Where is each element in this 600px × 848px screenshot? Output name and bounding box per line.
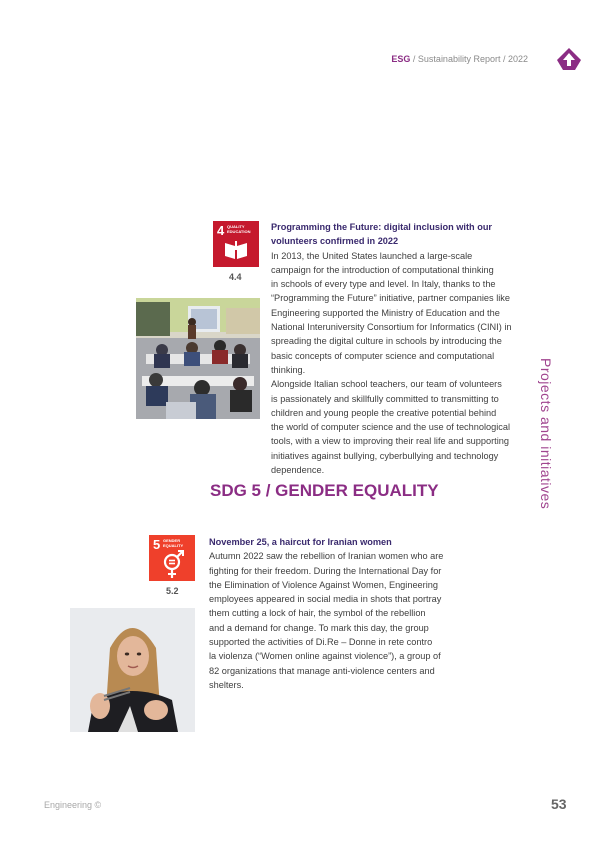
body-line: shelters. [209, 679, 244, 690]
footer-company: Engineering © [44, 800, 102, 810]
body-line: In 2013, the United States launched a large-scale [271, 250, 473, 261]
body-line: employees appeared in social media in shots that portray [209, 594, 442, 605]
header-subtitle: / Sustainability Report / 2022 [410, 54, 528, 64]
body-line: National Interuniversity Consortium for Informatics (CINI) in [271, 322, 512, 333]
body-line: in schools of every type and level. In Italy, thanks to the [271, 279, 496, 290]
gender-equality-symbol-icon [149, 535, 195, 581]
body-line: “Programming the Future” initiative, partner companies like [271, 293, 510, 304]
body-line: initiatives against bullying, cyberbullying and technology [271, 450, 499, 461]
sdg4-target-label: 4.4 [229, 272, 242, 282]
section2-text [209, 535, 469, 692]
sdg4-quality-education-icon [213, 221, 259, 267]
section1-text [271, 220, 521, 477]
sdg5-gender-equality-icon [149, 535, 195, 581]
woman-cutting-hair-photo [70, 608, 195, 732]
page-header [391, 54, 528, 64]
body-line: basic concepts of computer science and computational [271, 350, 495, 361]
engineering-logo-icon [556, 47, 582, 71]
body-line: spreading the digital culture in schools by introducing the [271, 336, 502, 347]
body-line: 82 organizations that manage anti-violence centers and [209, 665, 435, 676]
book-icon [213, 221, 259, 267]
body-line: fighting for their freedom. During the International Day for [209, 565, 442, 576]
body-line: tools, with a view to improving their real life and supporting [271, 436, 509, 447]
body-line: the Elimination of Violence Against Women, Engineering [209, 579, 438, 590]
section1-title: Programming the Future: digital inclusion with our volunteers confirmed in 2022 [271, 222, 493, 247]
body-line: Autumn 2022 saw the rebellion of Iranian women who are [209, 551, 444, 562]
body-line: children and young people the creative potential behind [271, 407, 497, 418]
body-line: is passionately and skillfully committed to transmitting to [271, 393, 499, 404]
body-line: supported the activities of Di.Re – Donne in rete contro [209, 637, 433, 648]
body-line: Engineering supported the Ministry of Education and the [271, 307, 500, 318]
body-line: dependence. [271, 465, 325, 476]
sdg5-caption: GENDER EQUALITY [163, 538, 184, 548]
section2-title: November 25, a haircut for Iranian women [209, 537, 392, 547]
sdg5-number: 5 [153, 537, 161, 552]
page-number: 53 [551, 796, 567, 812]
body-line: thinking. [271, 364, 306, 375]
section-side-title: Projects and initiatives [538, 358, 554, 510]
body-line: and a demand for change. To mark this day, the group [209, 622, 429, 633]
body-line: Alongside Italian school teachers, our team of volunteers [271, 379, 502, 390]
sdg5-section-heading: SDG 5 / GENDER EQUALITY [210, 481, 439, 500]
sdg4-number: 4 [217, 223, 225, 238]
body-line: them cutting a lock of hair, the symbol of the rebellion [209, 608, 426, 619]
classroom-photo [136, 298, 260, 419]
header-esg: ESG [391, 54, 411, 64]
body-line: the world of computer science and the use of technological [271, 422, 511, 433]
body-line: la violenza (“Women online against violence”), a group of [209, 651, 441, 662]
sdg4-caption: QUALITY EDUCATION [227, 224, 251, 234]
body-line: campaign for the introduction of computational thinking [271, 264, 494, 275]
sdg5-target-label: 5.2 [166, 586, 179, 596]
